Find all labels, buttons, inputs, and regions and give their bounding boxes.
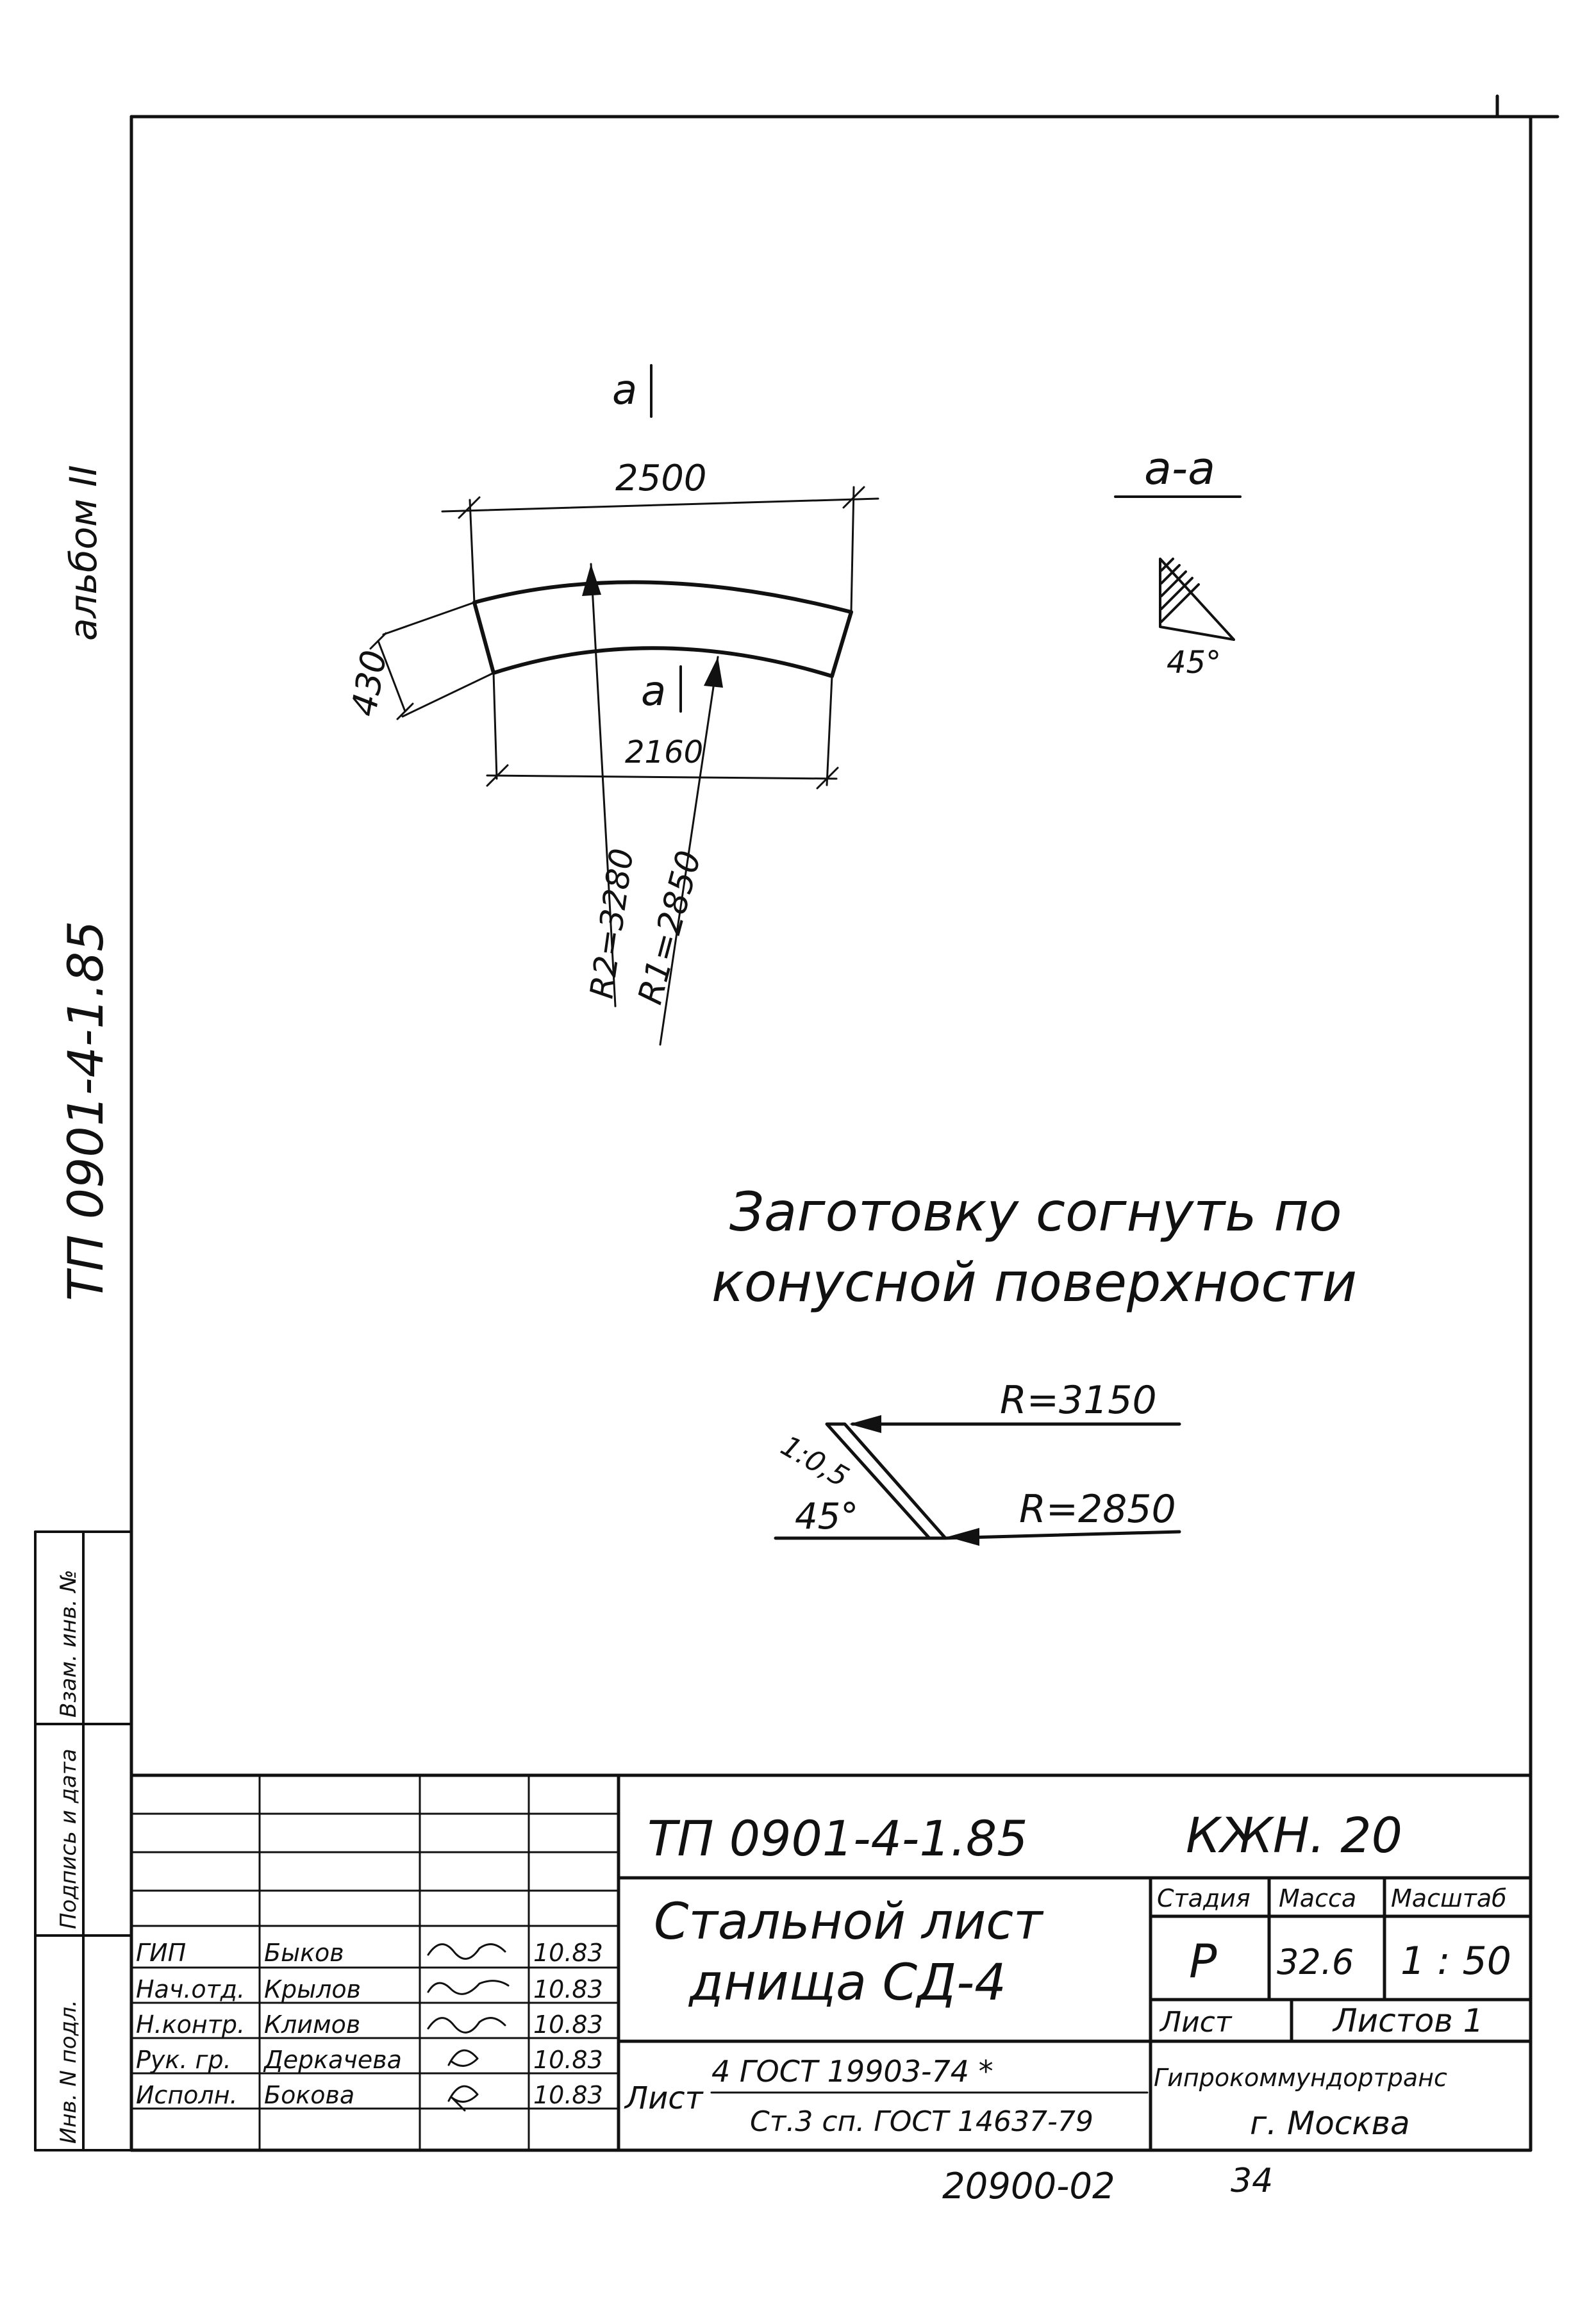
tb-mass: 32.6: [1277, 1942, 1354, 1982]
tb-album: КЖН. 20: [1186, 1807, 1402, 1864]
cone-slope: 1:0,5: [775, 1429, 854, 1494]
cone-radius-inner: R=2850: [1019, 1487, 1176, 1532]
section-title: а-а: [1144, 442, 1216, 495]
staff-name: Бокова: [264, 2081, 355, 2109]
staff-role: Н.контр.: [136, 2010, 245, 2039]
title-block: [131, 1775, 1531, 2150]
staff-date: 10.83: [533, 1939, 603, 1967]
tb-hdr-stage: Стадия: [1157, 1884, 1251, 1912]
staff-date: 10.83: [533, 2081, 603, 2109]
cone-radius-outer: R=3150: [1000, 1378, 1157, 1423]
section-angle: 45°: [1167, 645, 1222, 681]
dim-outer-chord: 2500: [615, 458, 707, 499]
signatures: [428, 1944, 508, 2110]
side-sheet-code: ТП 0901-4-1.85: [57, 920, 114, 1301]
tb-name-line-2: днища СД-4: [689, 1954, 1006, 2012]
blank-plan-view: [344, 365, 878, 1045]
side-stamp: [35, 1532, 131, 2150]
staff-table: [136, 1939, 603, 2109]
footer-code: 20900-02: [942, 2166, 1115, 2207]
tb-hdr-mass: Масса: [1279, 1884, 1357, 1912]
stamp-replacement-inv: Взам. инв. №: [56, 1570, 81, 1718]
staff-role: Рук. гр.: [136, 2046, 231, 2074]
cone-detail: [776, 1378, 1180, 1546]
stamp-original-inv: Инв. N подл.: [56, 2000, 81, 2144]
tb-hdr-scale: Масштаб: [1391, 1884, 1507, 1912]
staff-role: Нач.отд.: [136, 1975, 245, 2003]
radius-r1: R1=2850: [631, 847, 709, 1009]
tb-org-line-1: Гипрокоммундортранс: [1154, 2064, 1447, 2092]
dim-inner-chord: 2160: [625, 734, 704, 770]
tb-name-line-1: Стальной лист: [654, 1893, 1043, 1951]
staff-role: Исполн.: [136, 2081, 238, 2109]
note-line-2: конусной поверхности: [711, 1251, 1358, 1314]
tb-material-prefix: Лист: [625, 2080, 703, 2116]
staff-name: Климов: [264, 2010, 361, 2039]
section-a-a: [1115, 442, 1240, 681]
dim-width: 430: [343, 647, 395, 720]
section-mark-inner: а: [641, 668, 667, 715]
cone-angle: 45°: [795, 1496, 859, 1538]
staff-name: Быков: [264, 1939, 344, 1967]
side-album-label: альбом II: [62, 465, 105, 641]
tb-sheets-label: Листов 1: [1333, 2002, 1484, 2039]
stamp-signature-date: Подпись и дата: [56, 1748, 81, 1929]
radius-r2: R2=3280: [583, 846, 641, 1001]
tb-code: ТП 0901-4-1.85: [647, 1810, 1028, 1867]
staff-date: 10.83: [533, 1975, 603, 2003]
staff-date: 10.83: [533, 2046, 603, 2074]
tb-material-top: 4 ГОСТ 19903-74 *: [711, 2054, 993, 2089]
staff-name: Крылов: [264, 1975, 362, 2003]
section-mark-top: а: [612, 367, 638, 414]
footer-page: 34: [1231, 2162, 1274, 2200]
tb-org-line-2: г. Москва: [1250, 2105, 1410, 2142]
note-line-1: Заготовку согнуть по: [729, 1181, 1342, 1243]
staff-date: 10.83: [533, 2010, 603, 2039]
staff-name: Деркачева: [264, 2046, 402, 2074]
staff-role: ГИП: [136, 1939, 187, 1967]
tb-stage: Р: [1189, 1934, 1217, 1988]
tb-material-bottom: Ст.3 сп. ГОСТ 14637-79: [750, 2105, 1093, 2138]
tb-scale: 1 : 50: [1401, 1939, 1511, 1984]
tb-sheet-label: Лист: [1160, 2006, 1232, 2039]
